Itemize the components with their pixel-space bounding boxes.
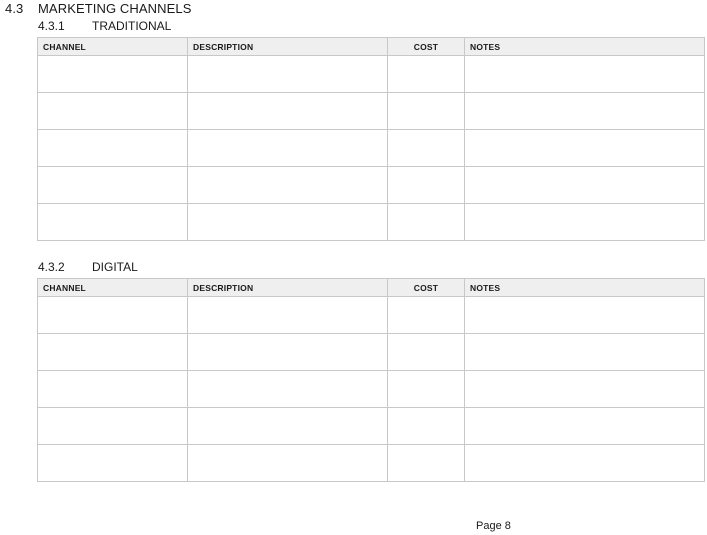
description-cell[interactable] bbox=[188, 408, 388, 445]
notes-cell[interactable] bbox=[465, 297, 705, 334]
cost-cell[interactable] bbox=[388, 371, 465, 408]
subsection-heading-digital bbox=[38, 260, 138, 274]
cost-cell[interactable] bbox=[388, 334, 465, 371]
cost-cell[interactable] bbox=[388, 445, 465, 482]
description-cell[interactable] bbox=[188, 56, 388, 93]
column-header-notes: NOTES bbox=[465, 279, 705, 297]
notes-cell[interactable] bbox=[465, 93, 705, 130]
table-row bbox=[38, 371, 705, 408]
table-row bbox=[38, 445, 705, 482]
subsection-number: 4.3.1 bbox=[38, 19, 65, 33]
description-cell[interactable] bbox=[188, 93, 388, 130]
cost-cell[interactable] bbox=[388, 167, 465, 204]
table-row bbox=[38, 408, 705, 445]
column-header-channel: CHANNEL bbox=[38, 38, 188, 56]
subsection-title: TRADITIONAL bbox=[92, 19, 172, 33]
traditional-channels-table bbox=[37, 37, 705, 241]
description-cell[interactable] bbox=[188, 130, 388, 167]
column-header-channel: CHANNEL bbox=[38, 279, 188, 297]
notes-cell[interactable] bbox=[465, 167, 705, 204]
subsection-number: 4.3.2 bbox=[38, 260, 65, 274]
column-header-cost: COST bbox=[388, 279, 465, 297]
section-heading bbox=[5, 1, 192, 16]
channel-cell[interactable] bbox=[38, 408, 188, 445]
channel-cell[interactable] bbox=[38, 93, 188, 130]
notes-cell[interactable] bbox=[465, 408, 705, 445]
description-cell[interactable] bbox=[188, 334, 388, 371]
channel-cell[interactable] bbox=[38, 297, 188, 334]
table-row bbox=[38, 93, 705, 130]
table-row bbox=[38, 167, 705, 204]
channel-cell[interactable] bbox=[38, 130, 188, 167]
channel-cell[interactable] bbox=[38, 371, 188, 408]
notes-cell[interactable] bbox=[465, 445, 705, 482]
table-row bbox=[38, 204, 705, 241]
cost-cell[interactable] bbox=[388, 204, 465, 241]
description-cell[interactable] bbox=[188, 204, 388, 241]
subsection-title: DIGITAL bbox=[92, 260, 138, 274]
column-header-notes: NOTES bbox=[465, 38, 705, 56]
column-header-description: DESCRIPTION bbox=[188, 38, 388, 56]
cost-cell[interactable] bbox=[388, 130, 465, 167]
notes-cell[interactable] bbox=[465, 130, 705, 167]
description-cell[interactable] bbox=[188, 167, 388, 204]
channel-cell[interactable] bbox=[38, 167, 188, 204]
column-header-cost: COST bbox=[388, 38, 465, 56]
channel-cell[interactable] bbox=[38, 334, 188, 371]
channel-cell[interactable] bbox=[38, 445, 188, 482]
description-cell[interactable] bbox=[188, 297, 388, 334]
notes-cell[interactable] bbox=[465, 334, 705, 371]
cost-cell[interactable] bbox=[388, 56, 465, 93]
table-row bbox=[38, 334, 705, 371]
table-row bbox=[38, 297, 705, 334]
notes-cell[interactable] bbox=[465, 56, 705, 93]
table-header-row bbox=[38, 279, 705, 297]
digital-channels-table bbox=[37, 278, 705, 482]
notes-cell[interactable] bbox=[465, 204, 705, 241]
description-cell[interactable] bbox=[188, 445, 388, 482]
section-title: MARKETING CHANNELS bbox=[38, 1, 192, 16]
channel-cell[interactable] bbox=[38, 204, 188, 241]
subsection-heading-traditional bbox=[38, 19, 171, 33]
cost-cell[interactable] bbox=[388, 408, 465, 445]
notes-cell[interactable] bbox=[465, 371, 705, 408]
cost-cell[interactable] bbox=[388, 297, 465, 334]
table-row bbox=[38, 56, 705, 93]
section-number: 4.3 bbox=[5, 1, 24, 16]
cost-cell[interactable] bbox=[388, 93, 465, 130]
table-row bbox=[38, 130, 705, 167]
page-number: Page 8 bbox=[476, 520, 511, 532]
column-header-description: DESCRIPTION bbox=[188, 279, 388, 297]
description-cell[interactable] bbox=[188, 371, 388, 408]
channel-cell[interactable] bbox=[38, 56, 188, 93]
table-header-row bbox=[38, 38, 705, 56]
